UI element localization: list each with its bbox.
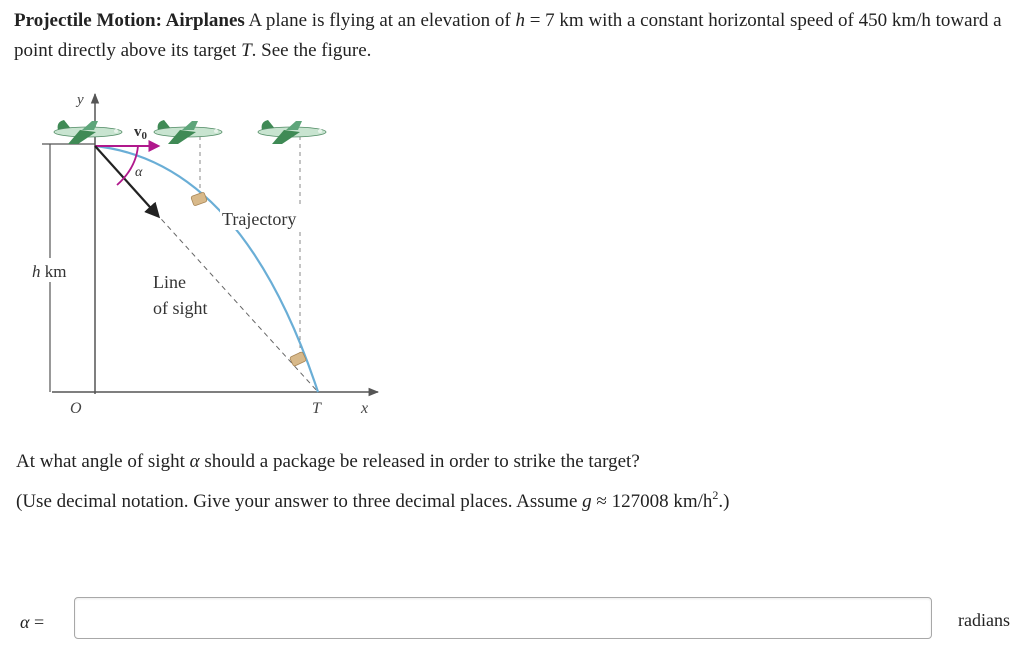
instructions-text-3: .): [718, 491, 730, 512]
x-axis-label: x: [361, 400, 369, 417]
intro-text-3: . See the figure.: [251, 40, 372, 61]
question-text-2: should a package be released in order to strike the target?: [204, 451, 640, 472]
h-symbol: h: [515, 10, 525, 31]
question-text-1: At what angle of sight: [16, 451, 185, 472]
projectile-figure: [0, 80, 420, 430]
height-unit: km: [44, 262, 67, 281]
height-label: [32, 262, 66, 281]
airplane-3: [258, 120, 326, 144]
airplane-2: [154, 120, 222, 144]
line-of-sight-label-2: of sight: [153, 298, 208, 318]
answer-equals: =: [33, 612, 45, 632]
height-var: h: [32, 262, 41, 281]
figure-svg: [0, 80, 420, 430]
velocity-label: $v_0$: [134, 124, 147, 142]
alpha-symbol: α: [189, 451, 200, 472]
answer-units: radians: [958, 610, 1010, 630]
instructions-text-1: (Use decimal notation. Give your answer to three decimal places. Assume: [16, 491, 578, 512]
g-symbol: g: [582, 491, 592, 512]
y-axis-label: y: [77, 92, 84, 108]
problem-title: Projectile Motion: Airplanes: [14, 10, 245, 31]
intro-text-1: A plane is flying at an elevation of: [248, 10, 511, 31]
line-of-sight-label-1: Line: [153, 272, 186, 292]
instructions-text-2: ≈ 127008 km/h: [596, 491, 713, 512]
answer-label: [20, 612, 44, 633]
question-text: [16, 448, 640, 476]
airplane-1: [54, 120, 122, 144]
trajectory-label: Trajectory: [222, 209, 297, 229]
problem-statement: [14, 6, 1004, 66]
target-symbol: T: [241, 40, 252, 61]
answer-input[interactable]: [74, 597, 932, 639]
intro-text-2: = 7 km with a constant horizontal speed of 450 km/h toward a point directly above its target: [14, 10, 1002, 61]
angle-label: α: [135, 165, 143, 180]
target-label: T: [312, 400, 321, 417]
release-direction-arrow: [95, 146, 158, 216]
origin-label: O: [70, 400, 82, 417]
instructions-exponent: 2: [712, 488, 719, 502]
package-mid: [191, 192, 208, 206]
instructions-text: [16, 488, 729, 516]
answer-alpha: α: [20, 612, 30, 632]
